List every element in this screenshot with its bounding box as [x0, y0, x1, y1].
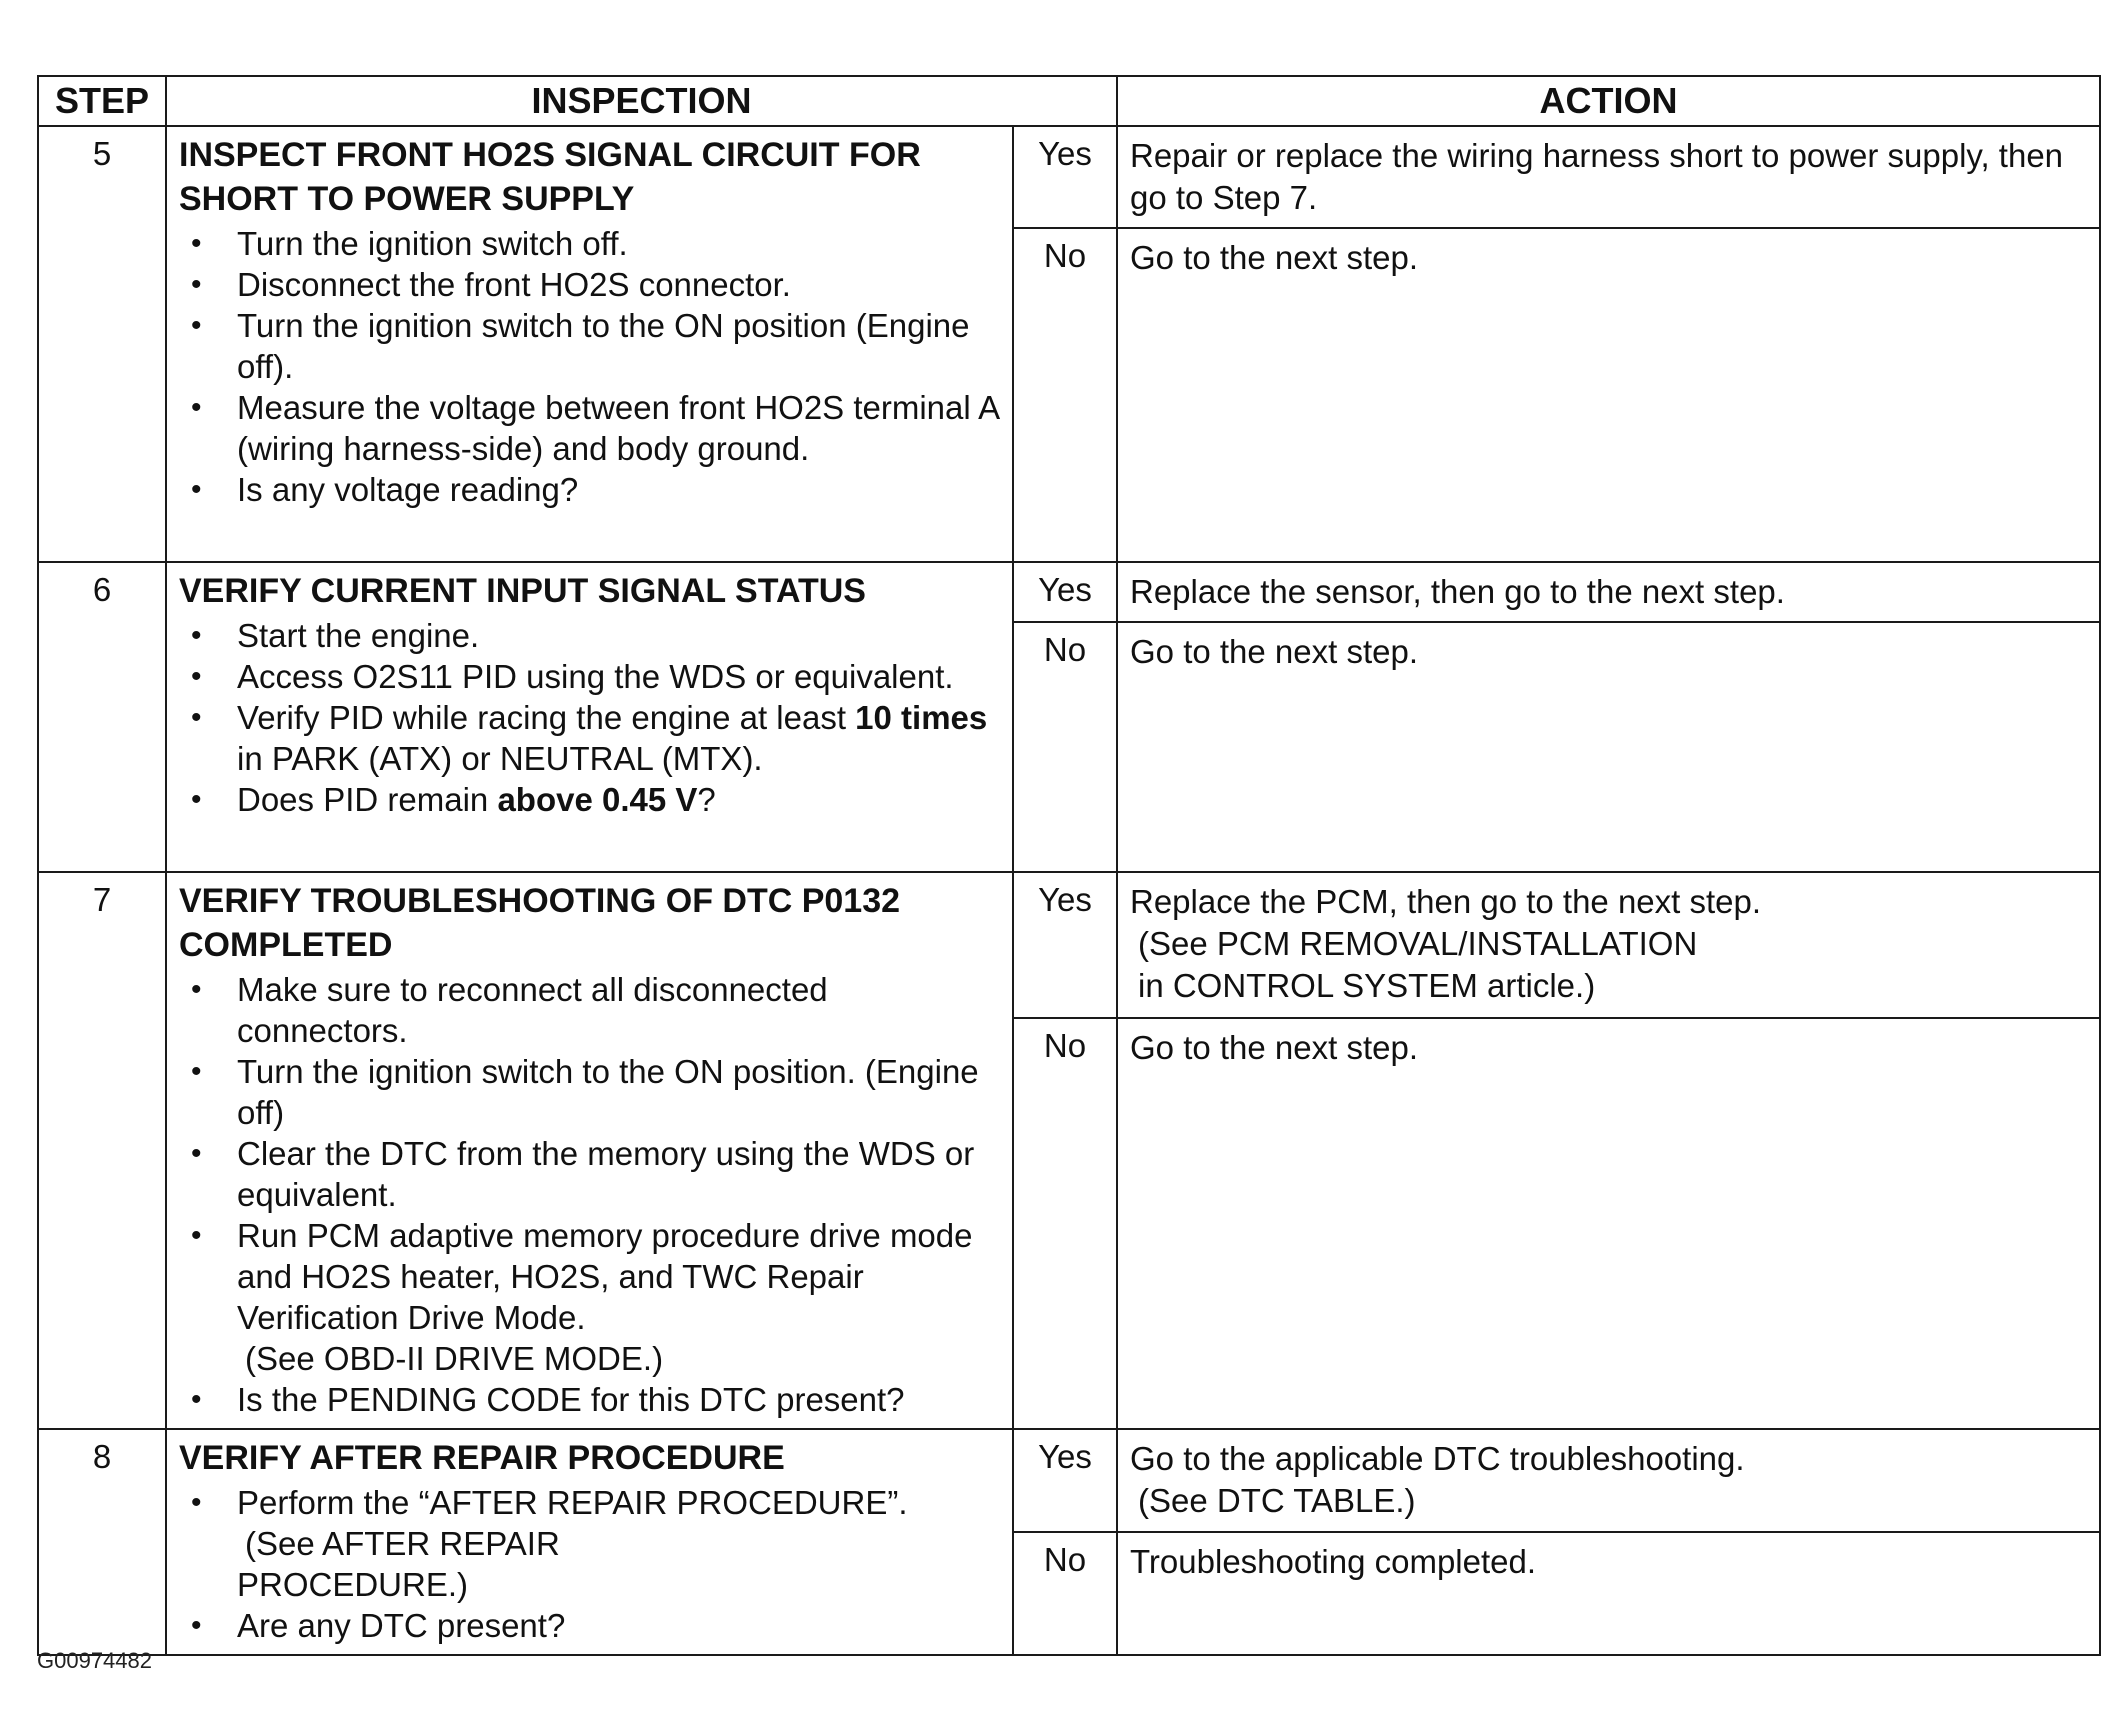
bullet-item: • Is any voltage reading? [179, 469, 1000, 510]
no-label: No [1013, 622, 1117, 872]
yes-action: Replace the sensor, then go to the next step. [1117, 562, 2100, 622]
bullet-item: • Turn the ignition switch off. [179, 223, 1000, 264]
yes-action: Replace the PCM, then go to the next step. [1130, 883, 1762, 920]
yes-action-cell [1117, 872, 2100, 1018]
no-action: Go to the next step. [1117, 622, 2100, 872]
bullet-item: • Disconnect the front HO2S connector. [179, 264, 1000, 305]
inspection-bullets [179, 1482, 1000, 1646]
no-action: Troubleshooting completed. [1117, 1532, 2100, 1655]
bullet-text: ? [697, 781, 716, 818]
action-reference: (See PCM REMOVAL/INSTALLATION [1138, 925, 1698, 962]
inspection-bullets [179, 615, 1000, 820]
bullet-reference: PROCEDURE.) [237, 1566, 469, 1603]
inspection-cell [166, 562, 1013, 872]
bullet-item [179, 1215, 1000, 1379]
no-label: No [1013, 1018, 1117, 1429]
bullet-item: • Clear the DTC from the memory using the WDS or equivalent. [179, 1133, 1000, 1215]
bullet-reference: (See AFTER REPAIR [245, 1525, 560, 1562]
step-number: 5 [38, 126, 166, 562]
step-number: 8 [38, 1429, 166, 1655]
bullet-text: Does PID remain [237, 781, 498, 818]
header-step: STEP [38, 76, 166, 126]
table-header-row [38, 76, 2100, 126]
bullet-item: • Measure the voltage between front HO2S terminal A (wiring harness-side) and body ground. [179, 387, 1000, 469]
inspection-title: INSPECT FRONT HO2S SIGNAL CIRCUIT FOR SHORT TO POWER SUPPLY [179, 136, 921, 218]
inspection-title: VERIFY CURRENT INPUT SIGNAL STATUS [179, 572, 866, 610]
no-label: No [1013, 1532, 1117, 1655]
bullet-item [179, 1482, 1000, 1605]
bullet-item: • Access O2S11 PID using the WDS or equivalent. [179, 656, 1000, 697]
yes-label: Yes [1013, 872, 1117, 1018]
table-row-step-8 [38, 1429, 2100, 1532]
header-action: ACTION [1117, 76, 2100, 126]
table-row-step-6 [38, 562, 2100, 622]
table-row-step-7 [38, 872, 2100, 1018]
inspection-cell [166, 1429, 1013, 1655]
table-row-step-5 [38, 126, 2100, 228]
step-number: 6 [38, 562, 166, 872]
inspection-bullets [179, 223, 1000, 510]
yes-label: Yes [1013, 562, 1117, 622]
action-reference: (See DTC TABLE.) [1138, 1482, 1416, 1519]
bullet-item [179, 779, 1000, 820]
yes-action-cell [1117, 1429, 2100, 1532]
no-action: Go to the next step. [1117, 228, 2100, 562]
bullet-text: Perform the “AFTER REPAIR PROCEDURE”. [237, 1484, 908, 1521]
bullet-text: in PARK (ATX) or NEUTRAL (MTX). [237, 740, 763, 777]
no-label: No [1013, 228, 1117, 562]
inspection-bullets [179, 969, 1000, 1420]
bullet-emphasis: 10 times [855, 699, 988, 736]
bullet-text: Run PCM adaptive memory procedure drive mode and HO2S heater, HO2S, and TWC Repair Verification Drive Mode. [237, 1217, 973, 1336]
yes-action: Repair or replace the wiring harness short to power supply, then go to Step 7. [1117, 126, 2100, 228]
inspection-title: VERIFY TROUBLESHOOTING OF DTC P0132 COMPLETED [179, 882, 901, 964]
bullet-emphasis: above 0.45 V [497, 781, 698, 818]
bullet-item: • Turn the ignition switch to the ON position (Engine off). [179, 305, 1000, 387]
yes-label: Yes [1013, 126, 1117, 228]
yes-action: Go to the applicable DTC troubleshooting. [1130, 1440, 1745, 1477]
bullet-reference: (See OBD-II DRIVE MODE.) [245, 1340, 664, 1377]
bullet-item: • Are any DTC present? [179, 1605, 1000, 1646]
inspection-title: VERIFY AFTER REPAIR PROCEDURE [179, 1439, 785, 1477]
bullet-text: Verify PID while racing the engine at least [237, 699, 856, 736]
figure-id: G00974482 [37, 1648, 152, 1673]
header-inspection: INSPECTION [166, 76, 1117, 126]
bullet-item: • Turn the ignition switch to the ON position. (Engine off) [179, 1051, 1000, 1133]
bullet-item [179, 697, 1000, 779]
bullet-item: • Is the PENDING CODE for this DTC present? [179, 1379, 1000, 1420]
action-reference: in CONTROL SYSTEM article.) [1138, 967, 1596, 1004]
bullet-item: • Make sure to reconnect all disconnected connectors. [179, 969, 1000, 1051]
bullet-item: • Start the engine. [179, 615, 1000, 656]
inspection-cell [166, 126, 1013, 562]
inspection-cell [166, 872, 1013, 1429]
no-action: Go to the next step. [1117, 1018, 2100, 1429]
step-number: 7 [38, 872, 166, 1429]
troubleshooting-table [37, 75, 2101, 1656]
yes-label: Yes [1013, 1429, 1117, 1532]
